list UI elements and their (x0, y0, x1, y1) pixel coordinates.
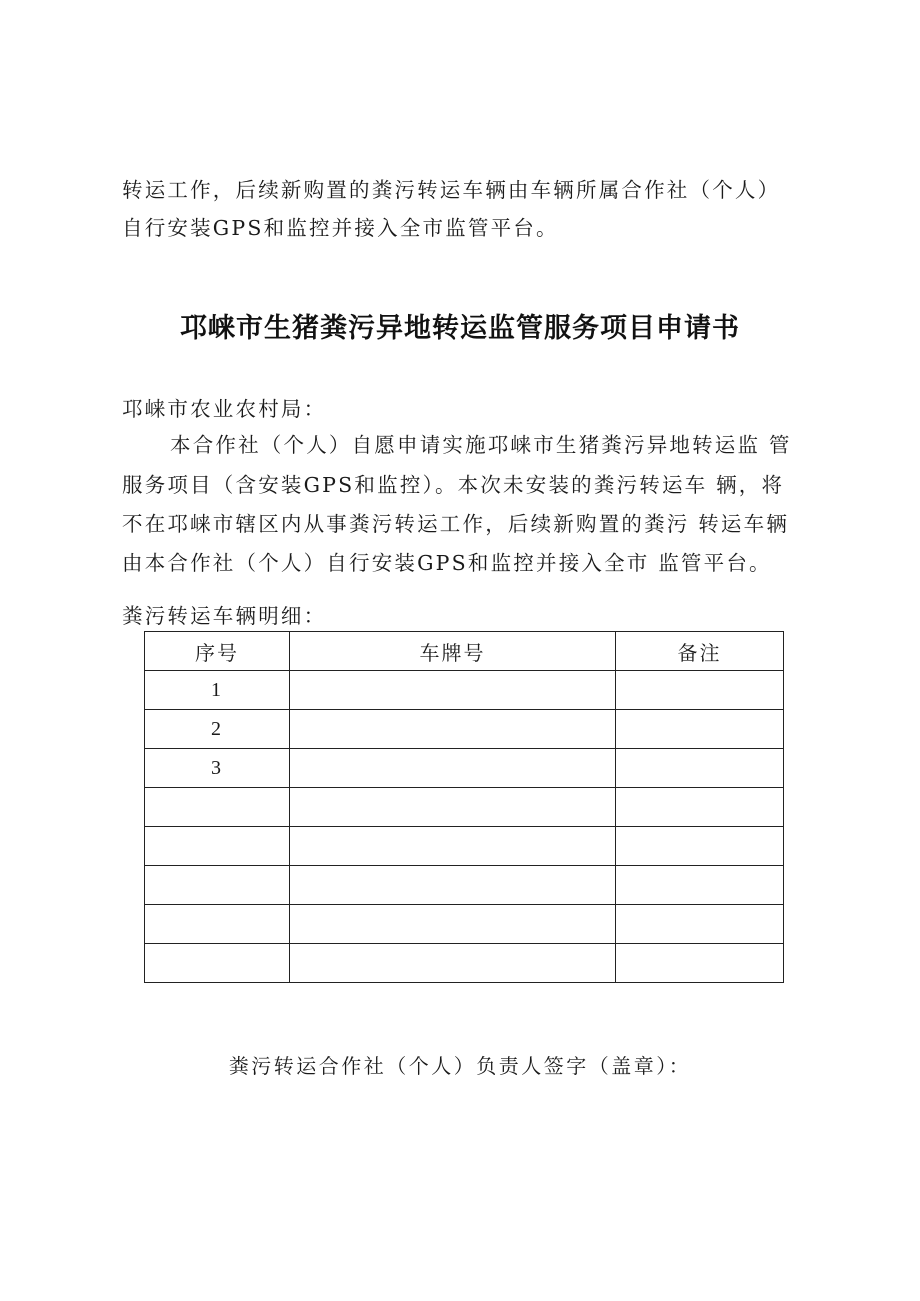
cell-remark[interactable] (616, 749, 784, 788)
cell-plate[interactable] (290, 671, 616, 710)
table-row (145, 944, 784, 983)
carryover-line-2: 自行安装GPS和监控并接入全市监管平台。 (122, 216, 559, 240)
cell-serial: 3 (145, 749, 290, 788)
carryover-line-1: 转运工作，后续新购置的粪污转运车辆由车辆所属合作社（个人） (122, 178, 781, 202)
page-title: 邛崃市生猪粪污异地转运监管服务项目申请书 (180, 313, 740, 344)
cell-serial (145, 788, 290, 827)
table-row (145, 788, 784, 827)
cell-remark[interactable] (616, 905, 784, 944)
cell-remark[interactable] (616, 827, 784, 866)
table-row (145, 671, 784, 710)
table-row (145, 866, 784, 905)
cell-serial (145, 944, 290, 983)
signature-label: 粪污转运合作社（个人）负责人签字（盖章）： (228, 1054, 692, 1078)
table-row (145, 710, 784, 749)
body-line-2: 服务项目（含安装GPS和监控）。本次未安装的粪污转运车 辆，将 (122, 473, 785, 497)
table-header-row (145, 632, 784, 671)
body-line-4: 由本合作社（个人）自行安装GPS和监控并接入全市 监管平台。 (122, 551, 772, 575)
table-row (145, 749, 784, 788)
header-serial: 序号 (145, 632, 290, 671)
cell-remark[interactable] (616, 866, 784, 905)
cell-plate[interactable] (290, 710, 616, 749)
cell-serial: 1 (145, 671, 290, 710)
addressee: 邛崃市农业农村局： (122, 397, 327, 421)
cell-plate[interactable] (290, 788, 616, 827)
cell-serial (145, 827, 290, 866)
cell-plate[interactable] (290, 866, 616, 905)
body-line-3: 不在邛崃市辖区内从事粪污转运工作，后续新购置的粪污 转运车辆 (122, 512, 790, 536)
cell-serial (145, 905, 290, 944)
body-line-1: 本合作社（个人）自愿申请实施邛崃市生猪粪污异地转运监 管 (170, 433, 792, 457)
header-remark: 备注 (616, 632, 784, 671)
cell-remark[interactable] (616, 671, 784, 710)
cell-plate[interactable] (290, 905, 616, 944)
table-row (145, 827, 784, 866)
cell-serial: 2 (145, 710, 290, 749)
table-row (145, 905, 784, 944)
cell-serial (145, 866, 290, 905)
vehicle-table (144, 631, 784, 983)
cell-plate[interactable] (290, 827, 616, 866)
header-plate: 车牌号 (290, 632, 616, 671)
cell-plate[interactable] (290, 749, 616, 788)
cell-remark[interactable] (616, 710, 784, 749)
cell-plate[interactable] (290, 944, 616, 983)
cell-remark[interactable] (616, 944, 784, 983)
cell-remark[interactable] (616, 788, 784, 827)
table-caption: 粪污转运车辆明细： (122, 604, 327, 628)
